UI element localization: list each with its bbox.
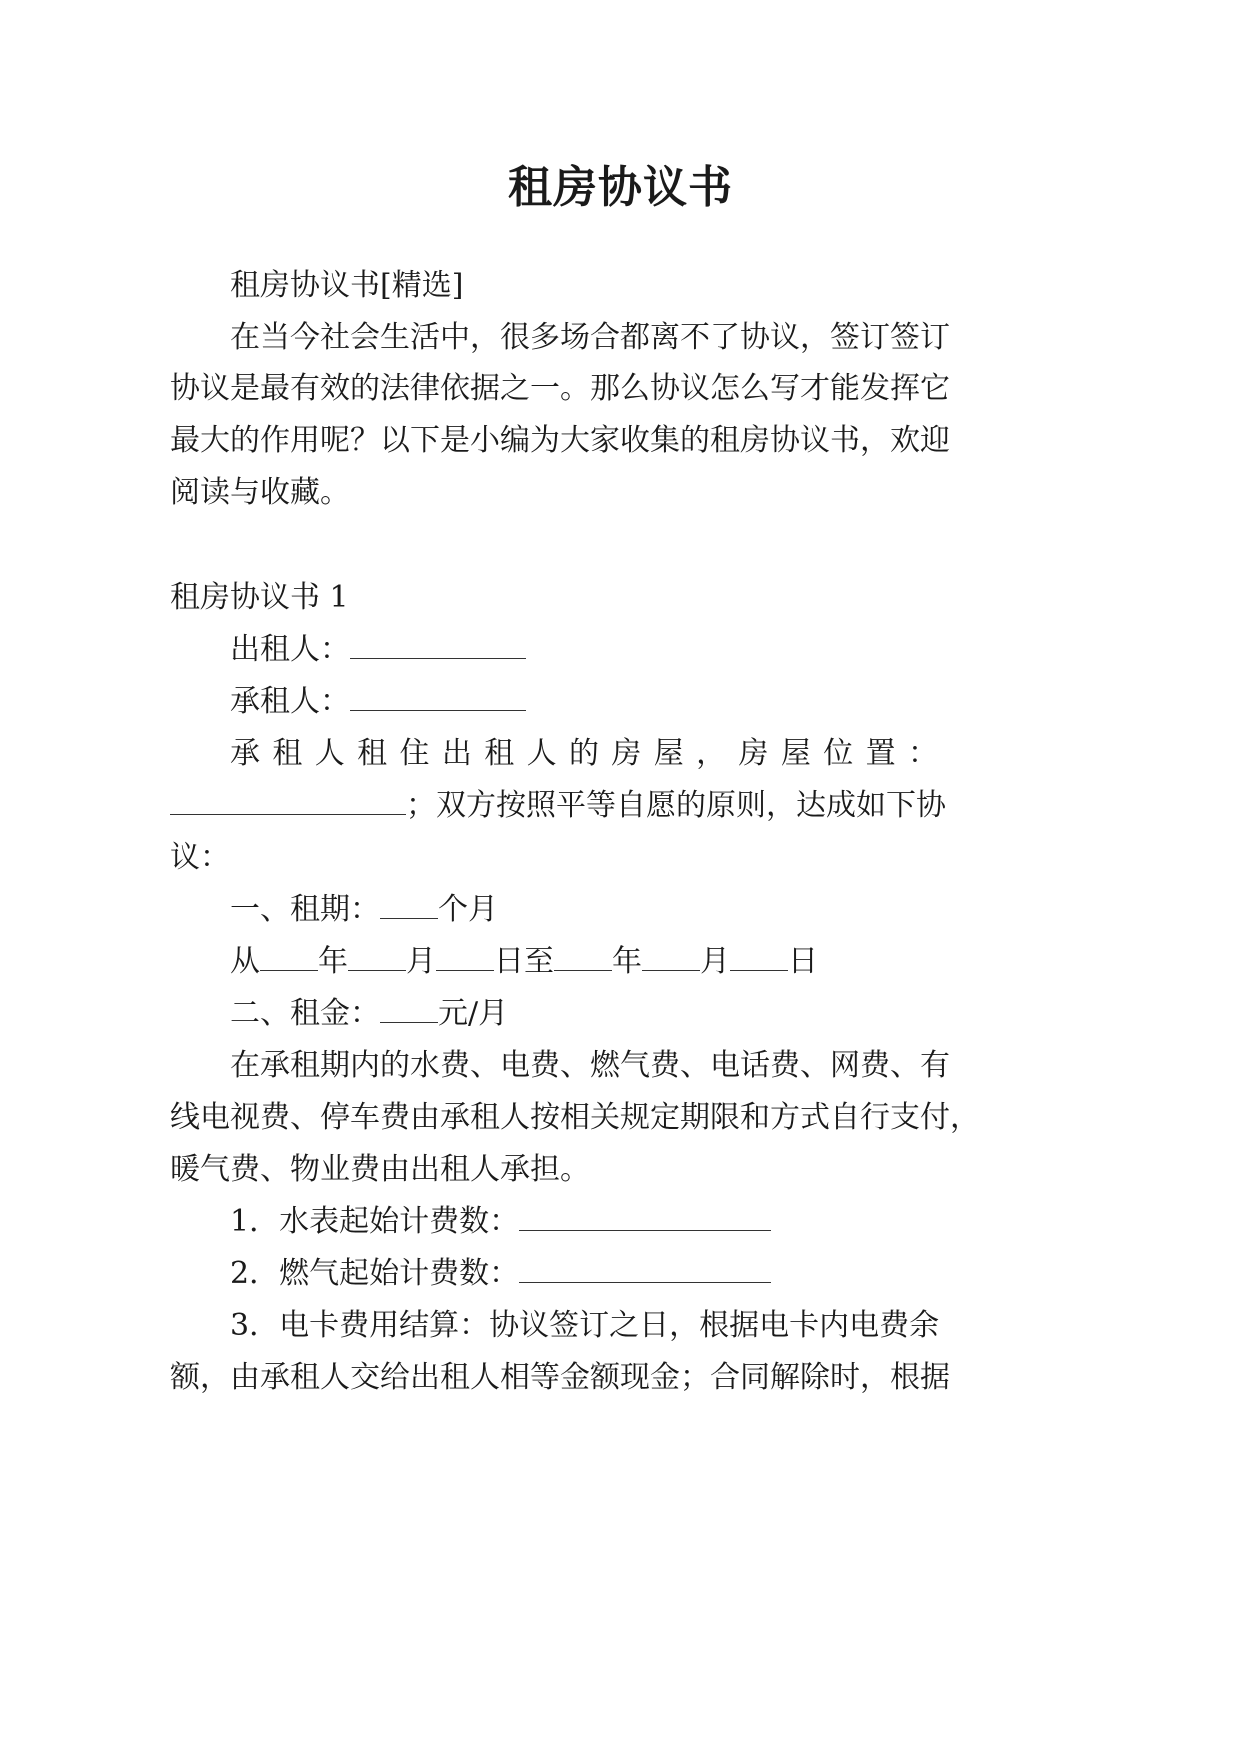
lessee-label: 承租人： — [230, 684, 350, 719]
property-clause-line-1: 承租人租住出租人的房屋，房屋位置： — [230, 736, 938, 771]
property-clause-line-3: 议： — [170, 840, 230, 875]
rent-amount-blank — [380, 996, 438, 1023]
year-label: 年 — [612, 944, 642, 979]
property-location-blank — [170, 788, 406, 815]
lessor-blank — [350, 632, 526, 659]
electric-card-line-1: 3．电卡费用结算：协议签订之日，根据电卡内电费余 — [230, 1308, 940, 1343]
gas-meter-blank — [519, 1256, 771, 1283]
utilities-line-2: 线电视费、停车费由承租人按相关规定期限和方式自行支付， — [170, 1100, 980, 1135]
water-meter-label: 1．水表起始计费数： — [230, 1204, 520, 1239]
lessor-label: 出租人： — [230, 632, 350, 667]
month-label: 月 — [700, 944, 730, 979]
term-line — [230, 890, 498, 930]
term-months-blank — [380, 892, 438, 919]
lessee-line — [230, 682, 526, 722]
gas-meter-line — [230, 1254, 771, 1294]
end-year-blank — [554, 944, 612, 971]
intro-line-3: 最大的作用呢？以下是小编为大家收集的租房协议书，欢迎 — [170, 423, 950, 458]
lessor-line — [230, 630, 526, 670]
term-unit: 个月 — [438, 892, 498, 927]
gas-meter-label: 2．燃气起始计费数： — [230, 1256, 520, 1291]
start-day-blank — [436, 944, 494, 971]
term-label: 一、租期： — [230, 892, 380, 927]
rent-line — [230, 994, 508, 1034]
term-dates-line — [230, 942, 818, 982]
start-month-blank — [348, 944, 406, 971]
day-to-label: 日至 — [494, 944, 554, 979]
start-year-blank — [260, 944, 318, 971]
end-day-blank — [730, 944, 788, 971]
document-title: 租房协议书 — [508, 162, 733, 213]
rent-unit: 元/月 — [438, 996, 509, 1031]
intro-line-4: 阅读与收藏。 — [170, 475, 350, 510]
utilities-line-1: 在承租期内的水费、电费、燃气费、电话费、网费、有 — [230, 1048, 950, 1083]
water-meter-line — [230, 1202, 771, 1242]
year-label: 年 — [318, 944, 348, 979]
intro-line-1: 在当今社会生活中，很多场合都离不了协议，签订签订 — [230, 320, 950, 355]
lessee-blank — [350, 684, 526, 711]
day-label: 日 — [788, 944, 818, 979]
intro-line-2: 协议是最有效的法律依据之一。那么协议怎么写才能发挥它 — [170, 371, 950, 406]
month-label: 月 — [406, 944, 436, 979]
property-clause-text: ；双方按照平等自愿的原则，达成如下协 — [406, 788, 946, 823]
section-heading: 租房协议书 1 — [170, 580, 349, 615]
electric-card-line-2: 额，由承租人交给出租人相等金额现金；合同解除时，根据 — [170, 1360, 950, 1395]
rent-label: 二、租金： — [230, 996, 380, 1031]
from-label: 从 — [230, 944, 260, 979]
subtitle-line: 租房协议书[精选] — [230, 268, 464, 303]
property-clause-line-2 — [170, 786, 946, 826]
water-meter-blank — [519, 1204, 771, 1231]
end-month-blank — [642, 944, 700, 971]
utilities-line-3: 暖气费、物业费由出租人承担。 — [170, 1152, 590, 1187]
